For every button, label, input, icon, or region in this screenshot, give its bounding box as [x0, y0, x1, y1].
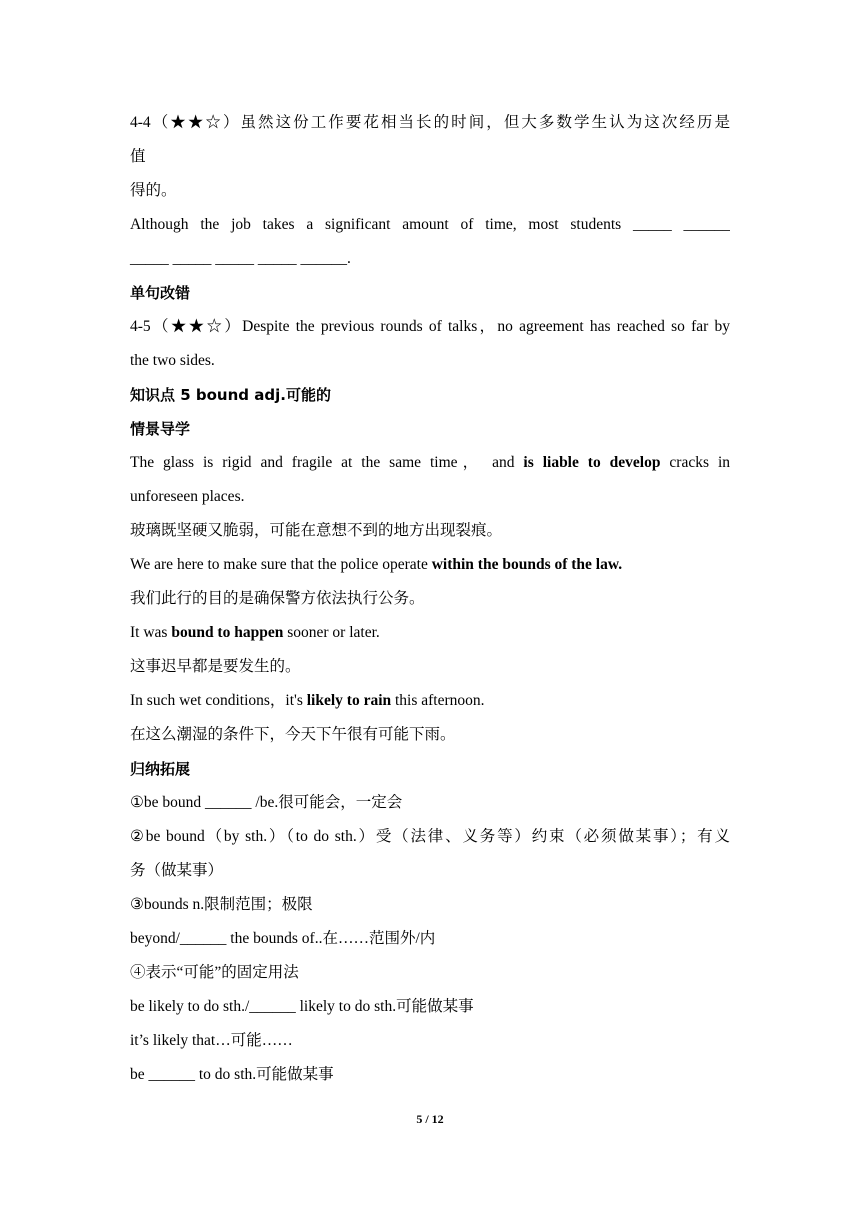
- q44-english-line1: Although the job takes a significant amount of time, most students _____ ______: [130, 216, 730, 233]
- example2: [130, 548, 730, 582]
- knowledge-point-5-title: 知识点 5 bound adj.可能的: [130, 386, 331, 404]
- example4-text-b: this afternoon.: [391, 692, 485, 709]
- section-title-error-correction: 单句改错: [130, 284, 191, 302]
- summary-item-2-line1: ②be bound（by sth.）（to do sth.）受（法律、义务等）约束（必须做某事）；有义: [130, 828, 730, 845]
- example4-bold: likely to rain: [306, 692, 392, 709]
- q45-line1: 4-5（★★☆）Despite the previous rounds of talks，no agreement has reached so far by: [130, 318, 730, 335]
- example1-line2: unforeseen places.: [130, 488, 245, 505]
- example3-translation: 这事迟早都是要发生的。: [130, 658, 301, 675]
- q44-line1: 4-4（★★☆）虽然这份工作要花相当长的时间，但大多数学生认为这次经历是: [130, 114, 730, 131]
- example4-text-a: In such wet conditions，it's: [130, 692, 307, 709]
- summary-item-2-line2: 务（做某事）: [130, 862, 224, 879]
- document-body: [130, 106, 730, 1092]
- example3: [130, 616, 730, 650]
- summary-item-4-usage-b: it’s likely that…可能……: [130, 1032, 293, 1049]
- summary-item-4: ④表示“可能”的固定用法: [130, 964, 299, 981]
- example2-translation: 我们此行的目的是确保警方依法执行公务。: [130, 590, 425, 607]
- summary-item-3-usage: beyond/______ the bounds of..在……范围外/内: [130, 930, 436, 947]
- example2-text: We are here to make sure that the police operate: [130, 556, 432, 573]
- example1-text-a: The glass is rigid and fragile at the same time， and: [130, 454, 524, 471]
- summary-item-4-usage-a: be likely to do sth./______ likely to do sth.可能做某事: [130, 998, 474, 1015]
- summary-item-1: ①be bound ______ /be.很可能会，一定会: [130, 794, 403, 811]
- scene-guide-title: 情景导学: [130, 420, 191, 438]
- example1-translation: 玻璃既坚硬又脆弱，可能在意想不到的地方出现裂痕。: [130, 522, 503, 539]
- example1-bold: is liable to develop: [523, 454, 661, 471]
- example1-text-b: cracks in: [660, 454, 730, 471]
- q44-line2: 值: [130, 148, 146, 165]
- q45-line2: the two sides.: [130, 352, 215, 369]
- summary-title: 归纳拓展: [130, 760, 191, 778]
- summary-item-4-usage-c: be ______ to do sth.可能做某事: [130, 1066, 334, 1083]
- example3-bold: bound to happen: [171, 624, 284, 641]
- q44-english-line2: _____ _____ _____ _____ ______.: [130, 250, 351, 267]
- example2-bold: within the bounds of the law.: [431, 556, 623, 573]
- example3-text-b: sooner or later.: [283, 624, 380, 641]
- q44-line3: 得的。: [130, 182, 177, 199]
- example3-text-a: It was: [130, 624, 172, 641]
- summary-item-3: ③bounds n.限制范围；极限: [130, 896, 313, 913]
- example4: [130, 684, 730, 718]
- example1-line1: [130, 446, 730, 480]
- example4-translation: 在这么潮湿的条件下，今天下午很有可能下雨。: [130, 726, 456, 743]
- page-number: 5 / 12: [416, 1112, 444, 1126]
